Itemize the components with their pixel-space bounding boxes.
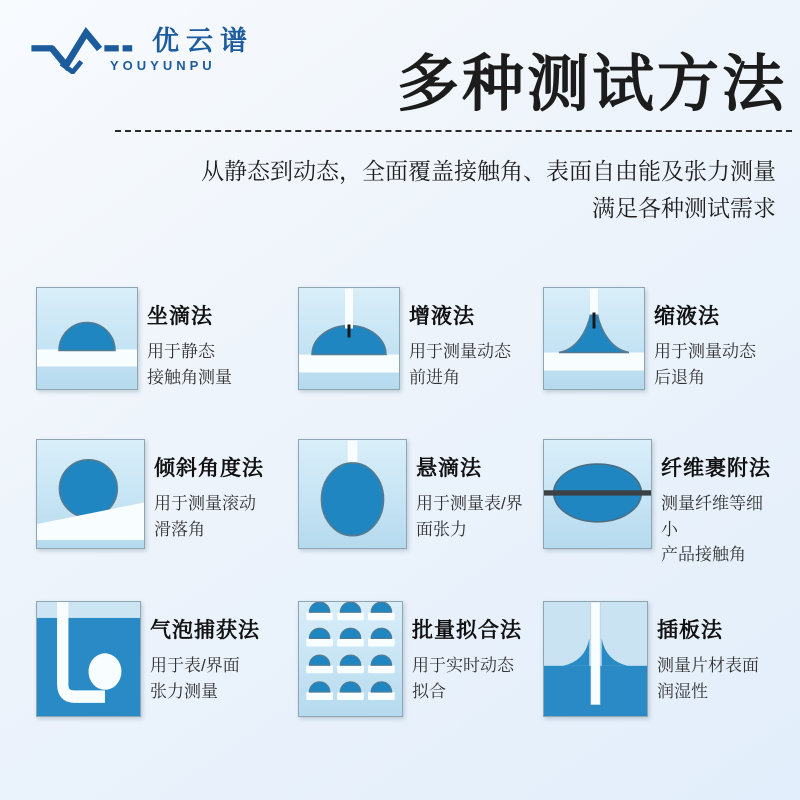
method-desc: 用于测量动态 后退角: [654, 342, 756, 387]
page-title: 多种测试方法: [396, 51, 787, 119]
method-name: 倾斜角度法: [154, 457, 264, 480]
advancing-angle-icon: [298, 287, 400, 390]
method-tilting-plate: [36, 439, 298, 601]
method-desc: 用于表/界面 张力测量: [150, 656, 240, 701]
methods-grid: [36, 287, 778, 766]
subtitle: [201, 153, 776, 227]
brand-logo: [30, 24, 254, 74]
method-name: 插板法: [657, 619, 723, 642]
method-name: 批量拟合法: [412, 619, 522, 642]
method-captive-bubble: [36, 601, 298, 766]
method-pendant-drop: [298, 439, 543, 601]
method-desc: 用于测量动态 前进角: [409, 342, 511, 387]
method-batch-fitting: [298, 601, 543, 766]
method-name: 增液法: [409, 305, 475, 328]
batch-fitting-icon: [298, 601, 403, 717]
method-name: 坐滴法: [147, 305, 213, 328]
captive-bubble-icon: [36, 601, 141, 717]
method-desc: 用于测量滚动 滑落角: [154, 494, 256, 539]
brand-name-en: YOUYUNPU: [110, 58, 216, 73]
method-fiber-wrap: [543, 439, 778, 601]
plate-insertion-icon: [543, 601, 648, 717]
method-desc: 用于实时动态 拟合: [412, 656, 514, 701]
receding-angle-icon: [543, 287, 645, 390]
dashed-divider: [115, 130, 792, 132]
method-desc: 用于静态 接触角测量: [147, 342, 232, 387]
brand-name-cn: 优云谱: [152, 26, 254, 56]
method-desc: 测量片材表面 润湿性: [657, 656, 759, 701]
method-receding-angle: [543, 287, 778, 439]
method-name: 气泡捕获法: [150, 619, 260, 642]
subtitle-line-2: 满足各种测试需求: [592, 195, 776, 221]
pendant-drop-icon: [298, 439, 407, 549]
method-name: 悬滴法: [416, 457, 482, 480]
method-advancing-angle: [298, 287, 543, 439]
sessile-drop-icon: [36, 287, 138, 390]
method-desc: 用于测量表/界 面张力: [416, 494, 523, 539]
method-sessile-drop: [36, 287, 298, 439]
method-desc: 测量纤维等细小 产品接触角: [661, 494, 763, 564]
method-name: 纤维裹附法: [661, 457, 771, 480]
method-plate-insertion: [543, 601, 778, 766]
subtitle-line-1: 从静态到动态，全面覆盖接触角、表面自由能及张力测量: [201, 158, 776, 184]
fiber-wrap-icon: [543, 439, 652, 549]
tilting-plate-icon: [36, 439, 145, 549]
method-name: 缩液法: [654, 305, 720, 328]
